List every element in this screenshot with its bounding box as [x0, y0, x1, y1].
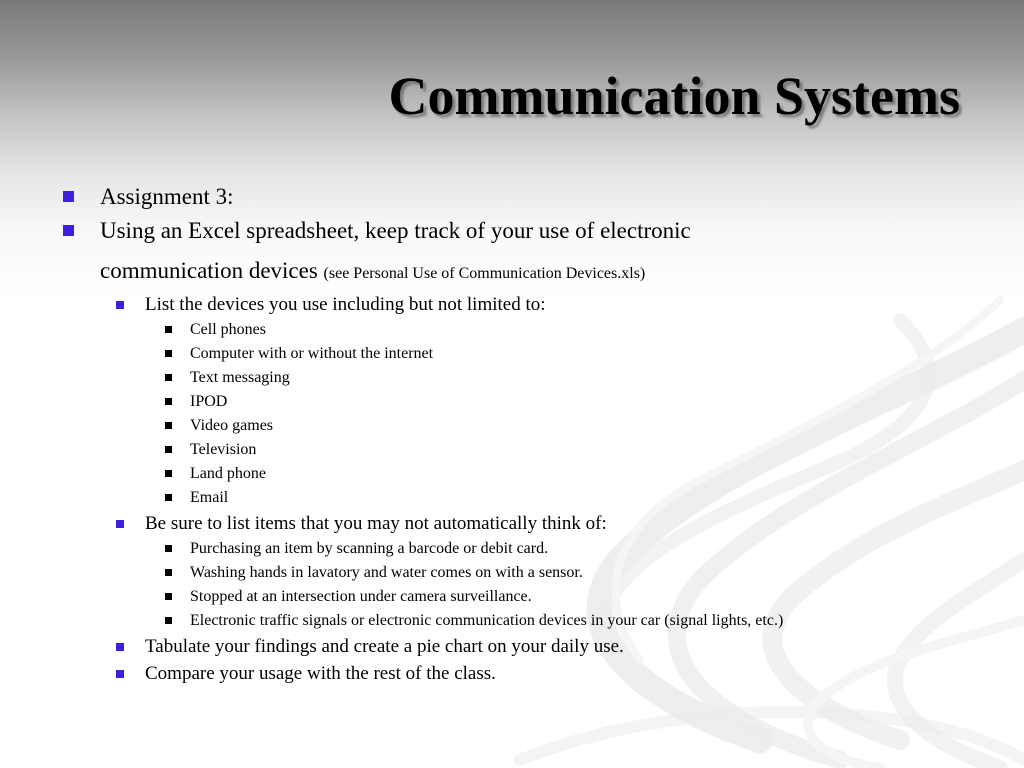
- device-item: Computer with or without the internet: [190, 345, 434, 362]
- bullet-square-icon: [165, 545, 172, 552]
- spreadsheet-reference: (see Personal Use of Communication Devices.xls): [323, 265, 646, 282]
- bullet-square-icon: [165, 326, 172, 333]
- bullet-excel-instruction: Using an Excel spreadsheet, keep track of your use of electronic: [100, 218, 691, 243]
- bullet-square-icon: [63, 191, 74, 202]
- device-item: Video games: [190, 417, 274, 434]
- bullet-square-icon: [63, 225, 74, 236]
- device-item: Email: [190, 489, 229, 506]
- bullet-square-icon: [116, 643, 124, 651]
- bullet-square-icon: [165, 470, 172, 477]
- bullet-square-icon: [165, 494, 172, 501]
- bullet-excel-instruction-text: communication devices: [100, 258, 318, 283]
- bullet-square-icon: [165, 422, 172, 429]
- bullet-square-icon: [165, 350, 172, 357]
- bullet-square-icon: [116, 670, 124, 678]
- hidden-item: Electronic traffic signals or electronic communication devices in your car (signal lights, etc.): [190, 612, 784, 629]
- device-item: Cell phones: [190, 321, 266, 338]
- bullet-square-icon: [165, 446, 172, 453]
- bullet-square-icon: [165, 398, 172, 405]
- bullet-square-icon: [165, 593, 172, 600]
- device-item: Television: [190, 441, 257, 458]
- hidden-items-heading: Be sure to list items that you may not automatically think of:: [145, 513, 607, 534]
- device-item: Text messaging: [190, 369, 290, 386]
- devices-heading: List the devices you use including but not limited to:: [145, 294, 546, 315]
- hidden-item: Purchasing an item by scanning a barcode or debit card.: [190, 540, 549, 557]
- compare-instruction: Compare your usage with the rest of the class.: [145, 663, 496, 684]
- bullet-square-icon: [116, 520, 124, 528]
- hidden-item: Washing hands in lavatory and water comes on with a sensor.: [190, 564, 583, 581]
- device-item: Land phone: [190, 465, 266, 482]
- slide-title: Communication Systems: [388, 66, 960, 126]
- bullet-square-icon: [165, 617, 172, 624]
- bullet-excel-instruction-continued: [100, 251, 645, 294]
- hidden-item: Stopped at an intersection under camera surveillance.: [190, 588, 532, 605]
- bullet-assignment: Assignment 3:: [100, 184, 234, 209]
- device-item: IPOD: [190, 393, 228, 410]
- bullet-square-icon: [165, 569, 172, 576]
- bullet-square-icon: [165, 374, 172, 381]
- tabulate-instruction: Tabulate your findings and create a pie chart on your daily use.: [145, 636, 624, 657]
- bullet-square-icon: [116, 301, 124, 309]
